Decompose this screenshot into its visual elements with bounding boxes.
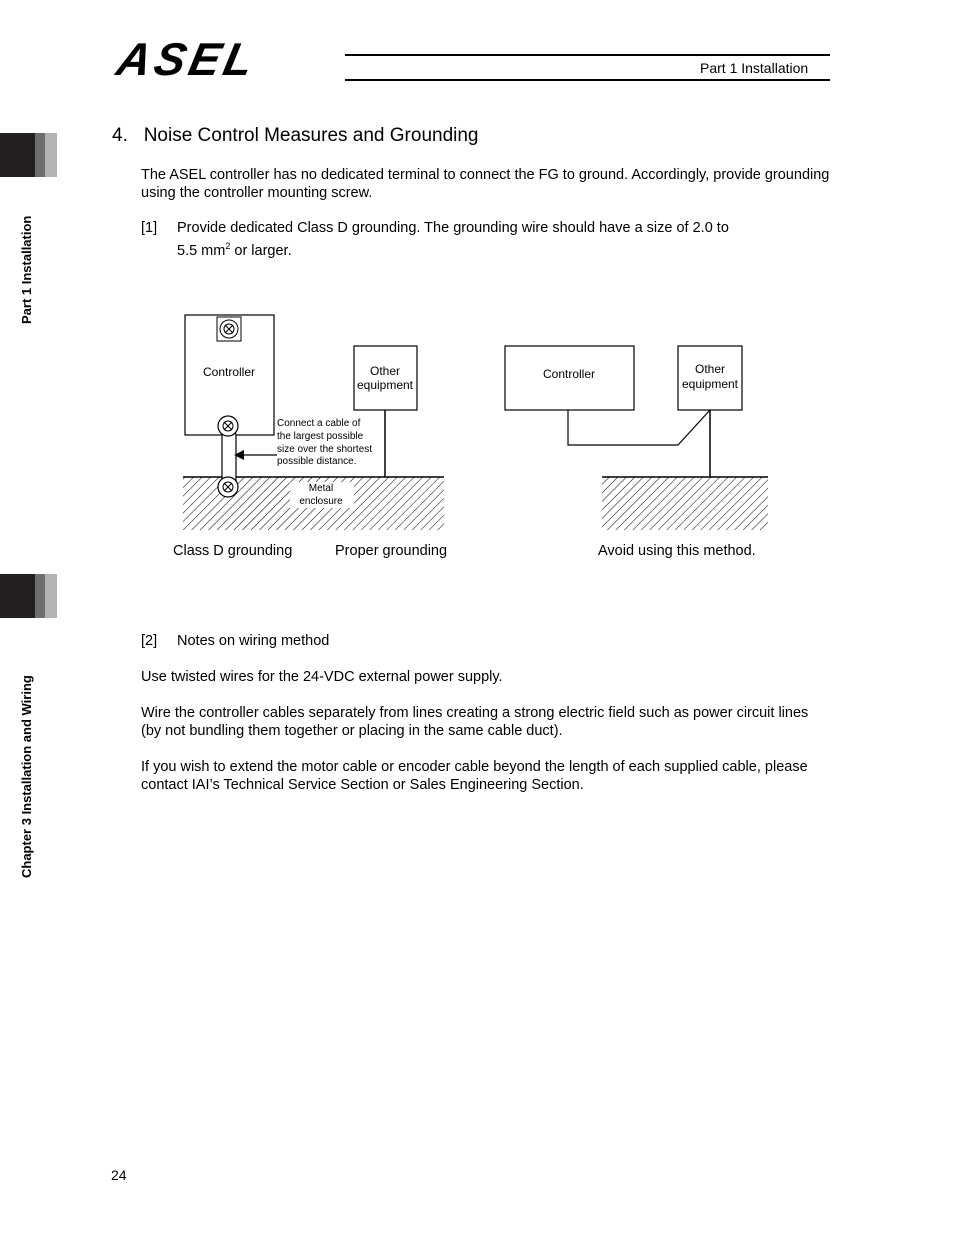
paragraph-separate-wiring: Wire the controller cables separately from lines creating a strong electric field such as power circuit lines (by not bundling them together or placing in the same cable duct).	[141, 705, 809, 739]
item-2	[141, 632, 329, 650]
cable-note-4: possible distance.	[277, 456, 357, 467]
metal-label-1: Metal	[308, 483, 334, 494]
cable-note-1: Connect a cable of	[277, 418, 361, 429]
grounding-diagram	[0, 0, 954, 600]
left-other-label-2: equipment	[356, 378, 414, 392]
item-2-number: [2]	[141, 633, 158, 649]
metal-label-2: enclosure	[299, 496, 343, 507]
item-1-line2-pre: 5.5 mm	[177, 242, 226, 259]
section-title-text: Noise Control Measures and Grounding	[143, 125, 479, 146]
item-1-number: [1]	[141, 220, 158, 236]
caption-class-d: Class D grounding	[173, 543, 293, 559]
paragraph-extend-cable: If you wish to extend the motor cable or encoder cable beyond the length of each supplied cable, please contact IAI’s Technical Service Section or Sales Engineering Section.	[141, 759, 808, 793]
item-1-superscript: 2	[225, 241, 231, 251]
right-other-label-2: equipment	[681, 377, 739, 391]
item-1-line2-post: or larger.	[230, 242, 292, 259]
left-controller-label: Controller	[202, 365, 256, 379]
paragraph-twisted-wires: Use twisted wires for the 24-VDC external power supply.	[141, 669, 503, 685]
top-screw-icon	[220, 320, 238, 338]
caption-proper: Proper grounding	[335, 543, 448, 559]
asel-logo: ASEL	[112, 33, 263, 85]
caption-avoid: Avoid using this method.	[598, 543, 756, 559]
cable-note-3: size over the shortest	[277, 444, 373, 455]
cable-note-2: the largest possible	[277, 431, 364, 442]
right-other-label-1: Other	[694, 362, 726, 376]
intro-paragraph: The ASEL controller has no dedicated terminal to connect the FG to ground. Accordingly, provide grounding using the controller mounting screw.	[141, 167, 830, 201]
item-1-line1: Provide dedicated Class D grounding. The grounding wire should have a size of 2.0 to	[177, 220, 729, 236]
ground-strap	[218, 416, 238, 497]
sidebar-part-label: Part 1 Installation	[19, 215, 34, 324]
item-2-text: Notes on wiring method	[177, 633, 330, 649]
left-other-label-1: Other	[369, 364, 401, 378]
header-part-label: Part 1 Installation	[700, 60, 809, 76]
right-controller-label: Controller	[542, 367, 596, 381]
sidebar-chapter-label: Chapter 3 Installation and Wiring	[19, 675, 34, 878]
section-number: 4.	[112, 125, 128, 146]
right-ground-hatch	[602, 477, 768, 530]
page-number: 24	[111, 1167, 127, 1183]
daisy-chain-wire	[568, 410, 710, 445]
